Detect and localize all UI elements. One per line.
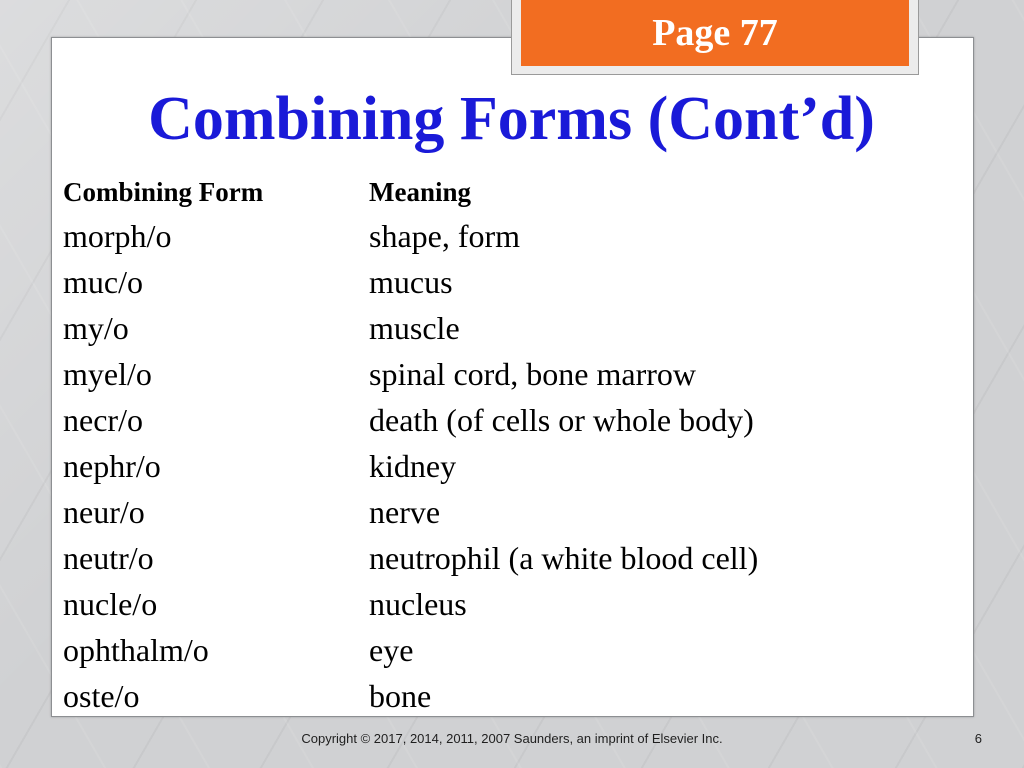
meaning-cell: spinal cord, bone marrow bbox=[369, 355, 697, 392]
column-header-meaning: Meaning bbox=[369, 176, 472, 207]
table-row bbox=[63, 581, 758, 627]
column-header-combining-form: Combining Form bbox=[63, 176, 264, 207]
combining-form-cell: necr/o bbox=[63, 401, 143, 438]
table-row bbox=[63, 213, 758, 259]
combining-form-cell: muc/o bbox=[63, 263, 143, 300]
slide-number: 6 bbox=[974, 731, 982, 746]
meaning-cell: neutrophil (a white blood cell) bbox=[369, 539, 759, 576]
meaning-cell: muscle bbox=[369, 309, 460, 346]
combining-form-cell: my/o bbox=[63, 309, 129, 346]
slide-title: Combining Forms (Cont’d) bbox=[148, 85, 875, 153]
meaning-cell: shape, form bbox=[369, 217, 521, 254]
table-row bbox=[63, 259, 758, 305]
combining-form-cell: neur/o bbox=[63, 493, 145, 530]
combining-form-cell: morph/o bbox=[63, 217, 172, 254]
table-row bbox=[63, 397, 758, 443]
table-row bbox=[63, 489, 758, 535]
table-row bbox=[63, 673, 758, 719]
meaning-cell: nucleus bbox=[369, 585, 467, 622]
combining-form-cell: ophthalm/o bbox=[63, 631, 209, 668]
combining-form-cell: myel/o bbox=[63, 355, 152, 392]
table-row bbox=[63, 351, 758, 397]
table-row bbox=[63, 535, 758, 581]
table-row bbox=[63, 627, 758, 673]
copyright-notice: Copyright © 2017, 2014, 2011, 2007 Saunders, an imprint of Elsevier Inc. bbox=[301, 731, 723, 746]
combining-form-cell: nucle/o bbox=[63, 585, 158, 622]
page-reference-tab bbox=[511, 0, 919, 75]
meaning-cell: eye bbox=[369, 631, 414, 668]
meaning-cell: kidney bbox=[369, 447, 457, 484]
meaning-cell: mucus bbox=[369, 263, 453, 300]
meaning-cell: death (of cells or whole body) bbox=[369, 401, 754, 438]
combining-form-cell: oste/o bbox=[63, 677, 140, 714]
meaning-cell: bone bbox=[369, 677, 432, 714]
meaning-cell: nerve bbox=[369, 493, 441, 530]
combining-form-cell: neutr/o bbox=[63, 539, 154, 576]
table-row bbox=[63, 443, 758, 489]
table-header-row bbox=[63, 171, 758, 213]
page-reference-badge bbox=[521, 0, 909, 66]
combining-form-cell: nephr/o bbox=[63, 447, 161, 484]
combining-forms-table bbox=[63, 171, 758, 719]
page-reference-label: Page 77 bbox=[652, 11, 778, 54]
table-row bbox=[63, 305, 758, 351]
